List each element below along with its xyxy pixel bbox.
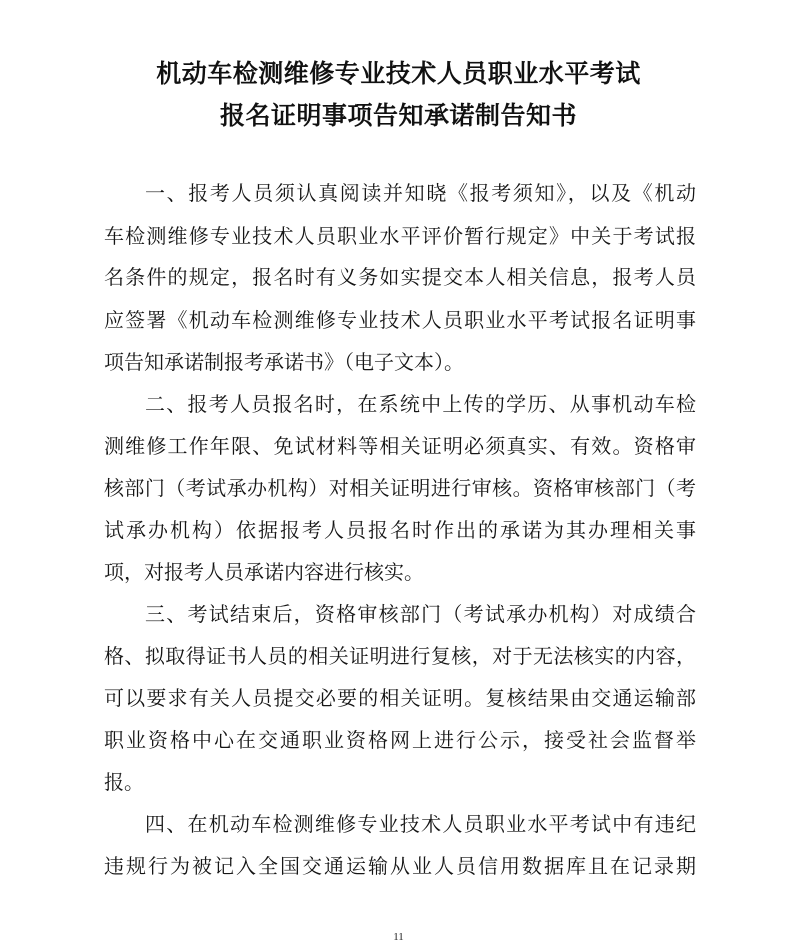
- paragraph-line: 四、在机动车检测维修专业技术人员职业水平考试中有违纪: [145, 812, 696, 836]
- paragraph-line: 一、报考人员须认真阅读并知晓《报考须知》，以及《机动: [145, 181, 696, 205]
- document-title-line-1: 机动车检测维修专业技术人员职业水平考试: [156, 59, 641, 88]
- paragraph-line: 名条件的规定，报名时有义务如实提交本人相关信息，报考人员: [104, 265, 696, 289]
- paragraph-line: 三、考试结束后，资格审核部门（考试承办机构）对成绩合: [145, 602, 696, 626]
- paragraph-line: 可以要求有关人员提交必要的相关证明。复核结果由交通运输部: [104, 686, 696, 710]
- page-number: 11: [393, 931, 404, 943]
- paragraph-line: 职业资格中心在交通职业资格网上进行公示，接受社会监督举: [104, 728, 696, 752]
- paragraph-line: 项，对报考人员承诺内容进行核实。: [104, 560, 424, 584]
- paragraph-line: 车检测维修专业技术人员职业水平评价暂行规定》中关于考试报: [104, 224, 696, 248]
- paragraph-line: 违规行为被记入全国交通运输从业人员信用数据库且在记录期: [104, 854, 696, 878]
- document-title-line-2: 报名证明事项告知承诺制告知书: [219, 101, 577, 130]
- paragraph-line: 测维修工作年限、免试材料等相关证明必须真实、有效。资格审: [104, 434, 696, 458]
- paragraph-line: 报。: [104, 770, 144, 794]
- paragraph-line: 核部门（考试承办机构）对相关证明进行审核。资格审核部门（考: [104, 476, 696, 500]
- paragraph-line: 应签署《机动车检测维修专业技术人员职业水平考试报名证明事: [104, 308, 696, 332]
- paragraph-line: 项告知承诺制报考承诺书》（电子文本）。: [104, 350, 464, 374]
- paragraph-line: 试承办机构）依据报考人员报名时作出的承诺为其办理相关事: [104, 518, 696, 542]
- paragraph-line: 二、报考人员报名时，在系统中上传的学历、从事机动车检: [145, 392, 696, 416]
- paragraph-line: 格、拟取得证书人员的相关证明进行复核，对于无法核实的内容，: [104, 644, 696, 668]
